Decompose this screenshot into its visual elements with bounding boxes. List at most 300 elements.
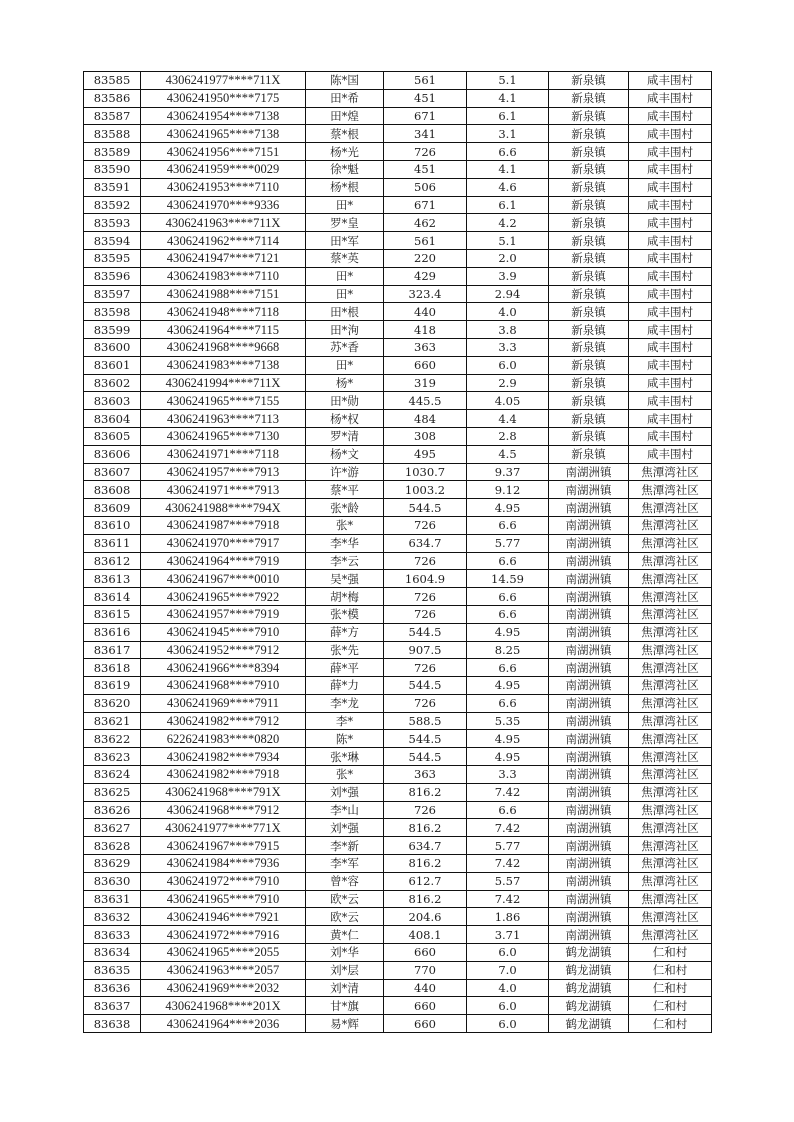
amount-cell: 726 <box>384 694 467 712</box>
name-cell: 张*先 <box>306 641 384 659</box>
village-cell: 咸丰围村 <box>629 285 712 303</box>
table-row <box>84 143 712 161</box>
name-cell: 罗*清 <box>306 427 384 445</box>
village-cell: 焦潭湾社区 <box>629 855 712 873</box>
serial-number-cell: 83612 <box>84 552 141 570</box>
amount-cell: 408.1 <box>384 926 467 944</box>
amount-cell: 634.7 <box>384 837 467 855</box>
town-cell: 南湖洲镇 <box>549 872 629 890</box>
serial-number-cell: 83618 <box>84 659 141 677</box>
name-cell: 欧*云 <box>306 908 384 926</box>
serial-number-cell: 83622 <box>84 730 141 748</box>
name-cell: 许*游 <box>306 463 384 481</box>
id-number-cell: 4306241947****7121 <box>141 249 306 267</box>
town-cell: 南湖洲镇 <box>549 570 629 588</box>
town-cell: 新泉镇 <box>549 196 629 214</box>
amount-cell: 544.5 <box>384 499 467 517</box>
table-row <box>84 961 712 979</box>
area-cell: 2.0 <box>467 249 549 267</box>
area-cell: 3.1 <box>467 125 549 143</box>
id-number-cell: 4306241945****7910 <box>141 623 306 641</box>
id-number-cell: 4306241969****7911 <box>141 694 306 712</box>
area-cell: 6.1 <box>467 107 549 125</box>
name-cell: 张* <box>306 516 384 534</box>
amount-cell: 445.5 <box>384 392 467 410</box>
town-cell: 新泉镇 <box>549 392 629 410</box>
id-number-cell: 4306241957****7913 <box>141 463 306 481</box>
name-cell: 李*新 <box>306 837 384 855</box>
town-cell: 鹤龙湖镇 <box>549 961 629 979</box>
village-cell: 咸丰围村 <box>629 267 712 285</box>
id-number-cell: 4306241965****7922 <box>141 588 306 606</box>
amount-cell: 816.2 <box>384 819 467 837</box>
area-cell: 14.59 <box>467 570 549 588</box>
table-row <box>84 855 712 873</box>
town-cell: 新泉镇 <box>549 321 629 339</box>
area-cell: 4.05 <box>467 392 549 410</box>
table-row <box>84 267 712 285</box>
amount-cell: 484 <box>384 410 467 428</box>
table-row <box>84 321 712 339</box>
id-number-cell: 4306241948****7118 <box>141 303 306 321</box>
area-cell: 1.86 <box>467 908 549 926</box>
table-row <box>84 481 712 499</box>
name-cell: 李*龙 <box>306 694 384 712</box>
village-cell: 咸丰围村 <box>629 410 712 428</box>
id-number-cell: 6226241983****0820 <box>141 730 306 748</box>
town-cell: 鹤龙湖镇 <box>549 979 629 997</box>
town-cell: 新泉镇 <box>549 72 629 90</box>
area-cell: 5.57 <box>467 872 549 890</box>
village-cell: 焦潭湾社区 <box>629 730 712 748</box>
amount-cell: 816.2 <box>384 890 467 908</box>
town-cell: 新泉镇 <box>549 410 629 428</box>
table-row <box>84 819 712 837</box>
village-cell: 咸丰围村 <box>629 427 712 445</box>
table-row <box>84 623 712 641</box>
id-number-cell: 4306241968****201X <box>141 997 306 1015</box>
name-cell: 田*勋 <box>306 392 384 410</box>
serial-number-cell: 83633 <box>84 926 141 944</box>
village-cell: 焦潭湾社区 <box>629 659 712 677</box>
area-cell: 7.42 <box>467 783 549 801</box>
area-cell: 6.1 <box>467 196 549 214</box>
amount-cell: 726 <box>384 552 467 570</box>
serial-number-cell: 83638 <box>84 1015 141 1033</box>
amount-cell: 671 <box>384 107 467 125</box>
village-cell: 焦潭湾社区 <box>629 481 712 499</box>
village-cell: 焦潭湾社区 <box>629 534 712 552</box>
area-cell: 4.5 <box>467 445 549 463</box>
amount-cell: 544.5 <box>384 748 467 766</box>
serial-number-cell: 83620 <box>84 694 141 712</box>
table-row <box>84 997 712 1015</box>
table-row <box>84 392 712 410</box>
id-number-cell: 4306241994****711X <box>141 374 306 392</box>
name-cell: 杨*根 <box>306 178 384 196</box>
village-cell: 咸丰围村 <box>629 232 712 250</box>
town-cell: 南湖洲镇 <box>549 605 629 623</box>
serial-number-cell: 83631 <box>84 890 141 908</box>
name-cell: 刘*清 <box>306 979 384 997</box>
serial-number-cell: 83617 <box>84 641 141 659</box>
amount-cell: 323.4 <box>384 285 467 303</box>
area-cell: 7.42 <box>467 855 549 873</box>
id-number-cell: 4306241956****7151 <box>141 143 306 161</box>
village-cell: 焦潭湾社区 <box>629 463 712 481</box>
area-cell: 3.3 <box>467 338 549 356</box>
table-row <box>84 285 712 303</box>
village-cell: 焦潭湾社区 <box>629 499 712 517</box>
town-cell: 南湖洲镇 <box>549 694 629 712</box>
serial-number-cell: 83592 <box>84 196 141 214</box>
serial-number-cell: 83600 <box>84 338 141 356</box>
amount-cell: 726 <box>384 659 467 677</box>
amount-cell: 220 <box>384 249 467 267</box>
id-number-cell: 4306241957****7919 <box>141 605 306 623</box>
amount-cell: 561 <box>384 72 467 90</box>
amount-cell: 612.7 <box>384 872 467 890</box>
id-number-cell: 4306241962****7114 <box>141 232 306 250</box>
serial-number-cell: 83628 <box>84 837 141 855</box>
area-cell: 4.95 <box>467 730 549 748</box>
name-cell: 刘*华 <box>306 944 384 962</box>
serial-number-cell: 83624 <box>84 766 141 784</box>
area-cell: 5.77 <box>467 837 549 855</box>
serial-number-cell: 83594 <box>84 232 141 250</box>
serial-number-cell: 83596 <box>84 267 141 285</box>
name-cell: 胡*梅 <box>306 588 384 606</box>
name-cell: 吴*强 <box>306 570 384 588</box>
id-number-cell: 4306241988****794X <box>141 499 306 517</box>
table-row <box>84 694 712 712</box>
village-cell: 咸丰围村 <box>629 249 712 267</box>
town-cell: 南湖洲镇 <box>549 783 629 801</box>
area-cell: 6.6 <box>467 516 549 534</box>
amount-cell: 204.6 <box>384 908 467 926</box>
village-cell: 咸丰围村 <box>629 356 712 374</box>
serial-number-cell: 83625 <box>84 783 141 801</box>
id-number-cell: 4306241965****7138 <box>141 125 306 143</box>
id-number-cell: 4306241977****711X <box>141 72 306 90</box>
amount-cell: 770 <box>384 961 467 979</box>
area-cell: 3.8 <box>467 321 549 339</box>
name-cell: 田*根 <box>306 303 384 321</box>
id-number-cell: 4306241966****8394 <box>141 659 306 677</box>
amount-cell: 660 <box>384 1015 467 1033</box>
town-cell: 鹤龙湖镇 <box>549 1015 629 1033</box>
area-cell: 4.95 <box>467 499 549 517</box>
table-row <box>84 178 712 196</box>
town-cell: 南湖洲镇 <box>549 481 629 499</box>
table-row <box>84 783 712 801</box>
area-cell: 6.6 <box>467 588 549 606</box>
serial-number-cell: 83606 <box>84 445 141 463</box>
name-cell: 刘*层 <box>306 961 384 979</box>
amount-cell: 418 <box>384 321 467 339</box>
area-cell: 4.0 <box>467 303 549 321</box>
serial-number-cell: 83610 <box>84 516 141 534</box>
amount-cell: 451 <box>384 160 467 178</box>
amount-cell: 660 <box>384 997 467 1015</box>
id-number-cell: 4306241969****2032 <box>141 979 306 997</box>
area-cell: 5.1 <box>467 232 549 250</box>
town-cell: 新泉镇 <box>549 178 629 196</box>
area-cell: 3.71 <box>467 926 549 944</box>
village-cell: 焦潭湾社区 <box>629 588 712 606</box>
table-row <box>84 89 712 107</box>
table-row <box>84 552 712 570</box>
serial-number-cell: 83602 <box>84 374 141 392</box>
amount-cell: 544.5 <box>384 730 467 748</box>
amount-cell: 726 <box>384 605 467 623</box>
village-cell: 仁和村 <box>629 961 712 979</box>
id-number-cell: 4306241970****9336 <box>141 196 306 214</box>
name-cell: 田*煌 <box>306 107 384 125</box>
name-cell: 杨*文 <box>306 445 384 463</box>
town-cell: 新泉镇 <box>549 143 629 161</box>
name-cell: 曾*容 <box>306 872 384 890</box>
town-cell: 南湖洲镇 <box>549 766 629 784</box>
serial-number-cell: 83613 <box>84 570 141 588</box>
name-cell: 田* <box>306 196 384 214</box>
area-cell: 7.0 <box>467 961 549 979</box>
village-cell: 仁和村 <box>629 1015 712 1033</box>
name-cell: 薛*力 <box>306 677 384 695</box>
village-cell: 焦潭湾社区 <box>629 570 712 588</box>
town-cell: 南湖洲镇 <box>549 890 629 908</box>
table-row <box>84 677 712 695</box>
serial-number-cell: 83589 <box>84 143 141 161</box>
serial-number-cell: 83627 <box>84 819 141 837</box>
area-cell: 3.3 <box>467 766 549 784</box>
amount-cell: 726 <box>384 801 467 819</box>
id-number-cell: 4306241971****7118 <box>141 445 306 463</box>
id-number-cell: 4306241982****7912 <box>141 712 306 730</box>
village-cell: 焦潭湾社区 <box>629 819 712 837</box>
id-number-cell: 4306241972****7910 <box>141 872 306 890</box>
table-row <box>84 659 712 677</box>
id-number-cell: 4306241965****2055 <box>141 944 306 962</box>
amount-cell: 341 <box>384 125 467 143</box>
village-cell: 焦潭湾社区 <box>629 926 712 944</box>
id-number-cell: 4306241982****7918 <box>141 766 306 784</box>
id-number-cell: 4306241968****791X <box>141 783 306 801</box>
name-cell: 蔡*根 <box>306 125 384 143</box>
village-cell: 咸丰围村 <box>629 303 712 321</box>
name-cell: 罗*皇 <box>306 214 384 232</box>
village-cell: 咸丰围村 <box>629 445 712 463</box>
town-cell: 南湖洲镇 <box>549 819 629 837</box>
area-cell: 6.6 <box>467 605 549 623</box>
id-number-cell: 4306241967****7915 <box>141 837 306 855</box>
id-number-cell: 4306241967****0010 <box>141 570 306 588</box>
id-number-cell: 4306241959****0029 <box>141 160 306 178</box>
id-number-cell: 4306241977****771X <box>141 819 306 837</box>
village-cell: 焦潭湾社区 <box>629 801 712 819</box>
id-number-cell: 4306241964****7919 <box>141 552 306 570</box>
town-cell: 新泉镇 <box>549 427 629 445</box>
village-cell: 咸丰围村 <box>629 178 712 196</box>
name-cell: 田*洵 <box>306 321 384 339</box>
id-number-cell: 4306241968****7912 <box>141 801 306 819</box>
amount-cell: 1003.2 <box>384 481 467 499</box>
village-cell: 咸丰围村 <box>629 214 712 232</box>
serial-number-cell: 83598 <box>84 303 141 321</box>
village-cell: 焦潭湾社区 <box>629 694 712 712</box>
town-cell: 新泉镇 <box>549 107 629 125</box>
id-number-cell: 4306241952****7912 <box>141 641 306 659</box>
town-cell: 南湖洲镇 <box>549 855 629 873</box>
serial-number-cell: 83637 <box>84 997 141 1015</box>
area-cell: 6.6 <box>467 801 549 819</box>
town-cell: 新泉镇 <box>549 303 629 321</box>
name-cell: 李*军 <box>306 855 384 873</box>
town-cell: 新泉镇 <box>549 445 629 463</box>
area-cell: 5.35 <box>467 712 549 730</box>
id-number-cell: 4306241965****7155 <box>141 392 306 410</box>
name-cell: 李* <box>306 712 384 730</box>
name-cell: 杨*权 <box>306 410 384 428</box>
area-cell: 5.1 <box>467 72 549 90</box>
village-cell: 咸丰围村 <box>629 89 712 107</box>
amount-cell: 319 <box>384 374 467 392</box>
id-number-cell: 4306241963****2057 <box>141 961 306 979</box>
amount-cell: 816.2 <box>384 855 467 873</box>
id-number-cell: 4306241987****7918 <box>141 516 306 534</box>
id-number-cell: 4306241982****7934 <box>141 748 306 766</box>
amount-cell: 907.5 <box>384 641 467 659</box>
town-cell: 南湖洲镇 <box>549 499 629 517</box>
name-cell: 田*希 <box>306 89 384 107</box>
area-cell: 5.77 <box>467 534 549 552</box>
serial-number-cell: 83632 <box>84 908 141 926</box>
name-cell: 田* <box>306 267 384 285</box>
table-row <box>84 107 712 125</box>
id-number-cell: 4306241965****7130 <box>141 427 306 445</box>
area-cell: 6.6 <box>467 552 549 570</box>
area-cell: 4.4 <box>467 410 549 428</box>
town-cell: 南湖洲镇 <box>549 623 629 641</box>
table-row <box>84 356 712 374</box>
name-cell: 甘*旗 <box>306 997 384 1015</box>
amount-cell: 440 <box>384 979 467 997</box>
id-number-cell: 4306241988****7151 <box>141 285 306 303</box>
town-cell: 新泉镇 <box>549 356 629 374</box>
town-cell: 新泉镇 <box>549 338 629 356</box>
table-row <box>84 766 712 784</box>
table-row <box>84 499 712 517</box>
serial-number-cell: 83605 <box>84 427 141 445</box>
village-cell: 焦潭湾社区 <box>629 677 712 695</box>
serial-number-cell: 83603 <box>84 392 141 410</box>
table-row <box>84 463 712 481</box>
id-number-cell: 4306241983****7138 <box>141 356 306 374</box>
amount-cell: 561 <box>384 232 467 250</box>
name-cell: 张*模 <box>306 605 384 623</box>
name-cell: 苏*香 <box>306 338 384 356</box>
table-body <box>84 72 712 1033</box>
id-number-cell: 4306241983****7110 <box>141 267 306 285</box>
area-cell: 2.9 <box>467 374 549 392</box>
area-cell: 6.0 <box>467 1015 549 1033</box>
village-cell: 仁和村 <box>629 979 712 997</box>
serial-number-cell: 83616 <box>84 623 141 641</box>
table-row <box>84 801 712 819</box>
town-cell: 新泉镇 <box>549 125 629 143</box>
name-cell: 徐*魁 <box>306 160 384 178</box>
area-cell: 4.1 <box>467 160 549 178</box>
table-row <box>84 338 712 356</box>
town-cell: 新泉镇 <box>549 267 629 285</box>
village-cell: 咸丰围村 <box>629 374 712 392</box>
id-number-cell: 4306241954****7138 <box>141 107 306 125</box>
amount-cell: 495 <box>384 445 467 463</box>
table-row <box>84 837 712 855</box>
name-cell: 蔡*平 <box>306 481 384 499</box>
serial-number-cell: 83630 <box>84 872 141 890</box>
table-row <box>84 160 712 178</box>
name-cell: 薛*方 <box>306 623 384 641</box>
serial-number-cell: 83614 <box>84 588 141 606</box>
village-cell: 咸丰围村 <box>629 107 712 125</box>
name-cell: 刘*强 <box>306 783 384 801</box>
serial-number-cell: 83634 <box>84 944 141 962</box>
area-cell: 6.0 <box>467 997 549 1015</box>
serial-number-cell: 83607 <box>84 463 141 481</box>
town-cell: 新泉镇 <box>549 374 629 392</box>
id-number-cell: 4306241965****7910 <box>141 890 306 908</box>
serial-number-cell: 83588 <box>84 125 141 143</box>
name-cell: 张*琳 <box>306 748 384 766</box>
table-row <box>84 410 712 428</box>
serial-number-cell: 83608 <box>84 481 141 499</box>
serial-number-cell: 83601 <box>84 356 141 374</box>
id-number-cell: 4306241972****7916 <box>141 926 306 944</box>
area-cell: 8.25 <box>467 641 549 659</box>
village-cell: 焦潭湾社区 <box>629 748 712 766</box>
id-number-cell: 4306241963****7113 <box>141 410 306 428</box>
area-cell: 6.6 <box>467 694 549 712</box>
town-cell: 新泉镇 <box>549 89 629 107</box>
village-cell: 咸丰围村 <box>629 196 712 214</box>
village-cell: 焦潭湾社区 <box>629 766 712 784</box>
serial-number-cell: 83595 <box>84 249 141 267</box>
village-cell: 焦潭湾社区 <box>629 872 712 890</box>
amount-cell: 308 <box>384 427 467 445</box>
town-cell: 南湖洲镇 <box>549 926 629 944</box>
serial-number-cell: 83591 <box>84 178 141 196</box>
name-cell: 易*辉 <box>306 1015 384 1033</box>
serial-number-cell: 83585 <box>84 72 141 90</box>
serial-number-cell: 83587 <box>84 107 141 125</box>
village-cell: 焦潭湾社区 <box>629 623 712 641</box>
table-row <box>84 712 712 730</box>
area-cell: 6.0 <box>467 944 549 962</box>
serial-number-cell: 83626 <box>84 801 141 819</box>
town-cell: 南湖洲镇 <box>549 908 629 926</box>
table-row <box>84 1015 712 1033</box>
amount-cell: 634.7 <box>384 534 467 552</box>
table-row <box>84 730 712 748</box>
serial-number-cell: 83636 <box>84 979 141 997</box>
table-row <box>84 374 712 392</box>
table-row <box>84 534 712 552</box>
id-number-cell: 4306241968****7910 <box>141 677 306 695</box>
id-number-cell: 4306241968****9668 <box>141 338 306 356</box>
table-row <box>84 748 712 766</box>
table-row <box>84 605 712 623</box>
